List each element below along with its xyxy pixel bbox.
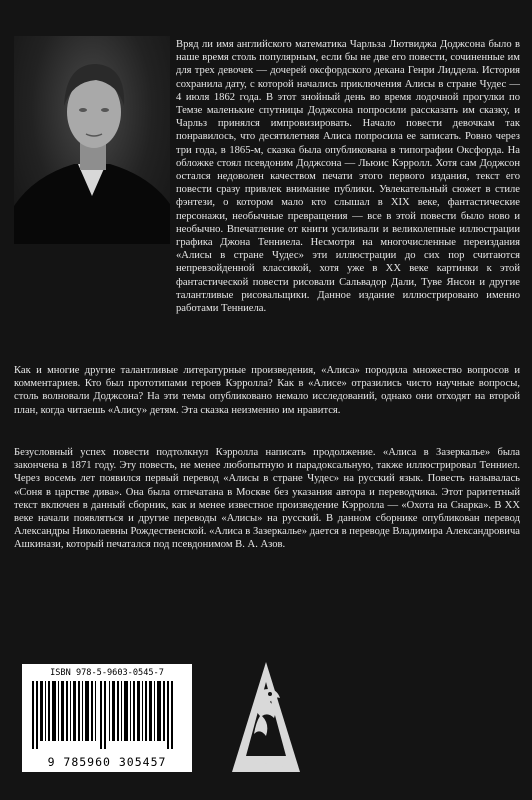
text-block-3	[14, 446, 520, 552]
barcode-number: 9 785960 305457	[47, 755, 167, 769]
barcode-box	[22, 664, 192, 772]
paragraph-questions: Как и многие другие талантливые литературные произведения, «Алиса» породила множество вопросов и комментариев. Кто был прототипами героев Кэрролла? Как в «Алисе» отразились чисто научные вопросы, столь волновали Доджсона? На эти темы опубликовано немало исследований, однако они отходят на второй план, когда читаешь «Алису» детям. Эта сказка неизменно им нравится.	[14, 365, 520, 416]
isbn-label: ISBN 978-5-9603-0545-7	[50, 668, 164, 678]
text-block-2	[14, 364, 520, 417]
intro-text	[176, 38, 520, 315]
barcode-icon	[30, 681, 184, 749]
publisher-logo-dragon-icon	[224, 660, 308, 776]
paragraph-intro: Вряд ли имя английского математика Чарльза Лютвиджа Доджсона было в наше время столь популярным, если бы не две его повести, сочиненные им для трех девочек — дочерей оксфордского декана Генри Лиддела. История сохранила дату, с которой начались приключения Алисы в стране Чудес — 4 июля 1862 года. В этот знойный день во время лодочной прогулки по Темзе маленькие спутницы Доджсона попросили рассказать им сказку, и Чарльз принялся импровизировать. Начало повести девочкам так понравилось, что десятилетняя Алиса попросила ее записать. Ровно через три года, в 1865-м, сказка была опубликована в типографии Оксфорда. На обложке стоял псевдоним Доджсона — Льюис Кэрролл. Хотя сам Доджсон остался недоволен качеством печати этого первого издания, текст его повести сразу привлек внимание публики. Увлекательный сюжет в стиле фэнтези, о котором мало кто слышал в XIX веке, фантастические персонажи, необычные превращения — все в этой повести было ново и необычно. Впечатление от книги усиливали и великолепные иллюстрации графика Джона Тенниела. Несмотря на многочисленные переиздания «Алисы в стране Чудес» эти иллюстрации до сих пор считаются непревзойденной классикой, хотя уже в XX веке картинки к этой фантастической повести рисовали Сальвадор Дали, Туве Янсон и другие талантливые рисовальщики. Данное издание иллюстрировано именно работами Тенниела.	[176, 39, 520, 315]
paragraph-translations: Безусловный успех повести подтолкнул Кэрролла написать продолжение. «Алиса в Зазеркалье» была закончена в 1871 году. Эту повесть, не менее любопытную и парадоксальную, также иллюстрировал Тенниел. Через восемь лет появился первый перевод «Алисы в стране Чудес» на русский язык. Повесть называлась «Соня в царстве дива». Она была отпечатана в Москве без указания автора и переводчика. Этот раритетный текст включен в данный сборник, как и менее известное произведение Кэрролла — «Охота на Снарка». В XX веке начали появляться и другие переводы «Алисы» на русский. В данном сборнике опубликован перевод Александры Николаевны Рождественской. «Алиса в Зазеркалье» дается в переводе Владимира Александровича Ашкинази, который печатался под псевдонимом В. А. Азов.	[14, 447, 520, 551]
author-portrait	[14, 36, 170, 244]
portrait-figure	[14, 36, 170, 244]
